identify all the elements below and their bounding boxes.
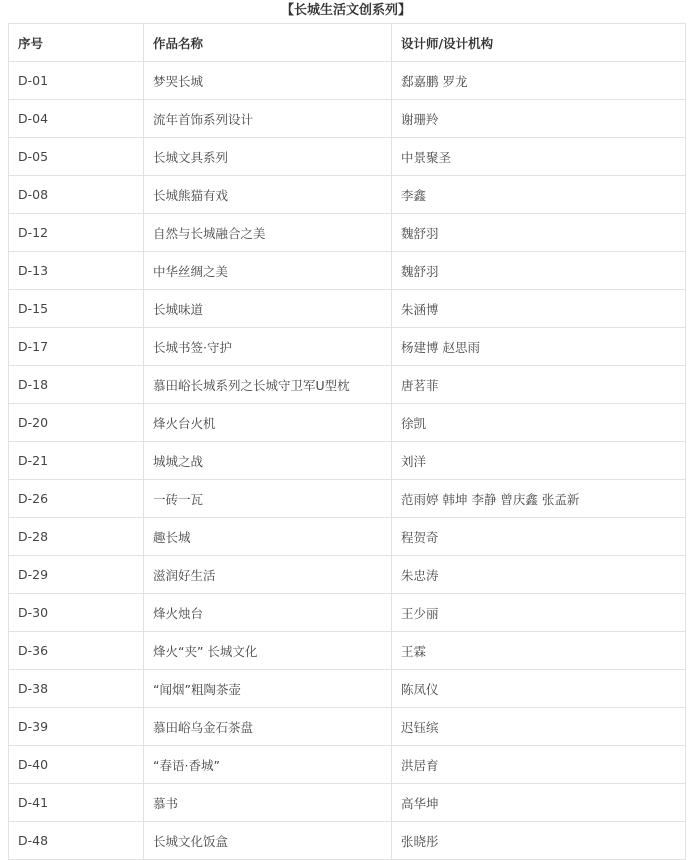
designer-cell: 迟钰缤 [392, 708, 686, 746]
work-title-cell: 中华丝绸之美 [144, 252, 392, 290]
header-designer: 设计师/设计机构 [392, 24, 686, 62]
work-title-cell: 滋润好生活 [144, 556, 392, 594]
serial-number-cell: D-38 [9, 670, 144, 708]
serial-number-cell: D-48 [9, 822, 144, 860]
table-row [9, 138, 686, 176]
designer-cell: 朱忠涛 [392, 556, 686, 594]
work-title-cell: 慕书 [144, 784, 392, 822]
table-row [9, 366, 686, 404]
work-title-cell: 烽火台火机 [144, 404, 392, 442]
serial-number-cell: D-20 [9, 404, 144, 442]
serial-number-cell: D-30 [9, 594, 144, 632]
designer-cell: 高华坤 [392, 784, 686, 822]
work-title-cell: 流年首饰系列设计 [144, 100, 392, 138]
table-row [9, 100, 686, 138]
table-row [9, 518, 686, 556]
serial-number-cell: D-36 [9, 632, 144, 670]
serial-number-cell: D-01 [9, 62, 144, 100]
table-body [9, 62, 686, 860]
work-title-cell: 长城文具系列 [144, 138, 392, 176]
work-title-cell: 长城书签·守护 [144, 328, 392, 366]
designer-cell: 洪居育 [392, 746, 686, 784]
table-row [9, 404, 686, 442]
table-row [9, 252, 686, 290]
serial-number-cell: D-04 [9, 100, 144, 138]
table-row [9, 480, 686, 518]
work-title-cell: 梦哭长城 [144, 62, 392, 100]
work-title-cell: 慕田峪乌金石茶盘 [144, 708, 392, 746]
table-row [9, 746, 686, 784]
serial-number-cell: D-21 [9, 442, 144, 480]
serial-number-cell: D-12 [9, 214, 144, 252]
designer-cell: 杨建博 赵思雨 [392, 328, 686, 366]
designer-cell: 中景聚圣 [392, 138, 686, 176]
table-row [9, 556, 686, 594]
work-title-cell: 长城文化饭盒 [144, 822, 392, 860]
work-title-cell: “闻烟”粗陶茶壶 [144, 670, 392, 708]
designer-cell: 张晓彤 [392, 822, 686, 860]
table-row [9, 442, 686, 480]
serial-number-cell: D-08 [9, 176, 144, 214]
designer-cell: 郄嘉鹏 罗龙 [392, 62, 686, 100]
header-serial-number: 序号 [9, 24, 144, 62]
designer-cell: 陈凤仪 [392, 670, 686, 708]
designer-cell: 魏舒羽 [392, 252, 686, 290]
table-row [9, 290, 686, 328]
serial-number-cell: D-40 [9, 746, 144, 784]
table-caption: 【长城生活文创系列】 [280, 3, 411, 18]
table-row [9, 594, 686, 632]
serial-number-cell: D-18 [9, 366, 144, 404]
designer-cell: 王少丽 [392, 594, 686, 632]
serial-number-cell: D-15 [9, 290, 144, 328]
designer-cell: 王霖 [392, 632, 686, 670]
designer-cell: 程贺奇 [392, 518, 686, 556]
header-work-title: 作品名称 [144, 24, 392, 62]
table-row [9, 784, 686, 822]
table-row [9, 670, 686, 708]
table-row [9, 822, 686, 860]
designer-cell: 朱涵博 [392, 290, 686, 328]
work-title-cell: 烽火烛台 [144, 594, 392, 632]
work-title-cell: 城城之战 [144, 442, 392, 480]
designer-cell: 刘洋 [392, 442, 686, 480]
work-title-cell: 长城味道 [144, 290, 392, 328]
table-row [9, 632, 686, 670]
serial-number-cell: D-13 [9, 252, 144, 290]
designer-cell: 唐茗菲 [392, 366, 686, 404]
table-row [9, 214, 686, 252]
works-table [8, 23, 686, 860]
designer-cell: 李鑫 [392, 176, 686, 214]
work-title-cell: 自然与长城融合之美 [144, 214, 392, 252]
work-title-cell: 趣长城 [144, 518, 392, 556]
work-title-cell: 一砖一瓦 [144, 480, 392, 518]
designer-cell: 魏舒羽 [392, 214, 686, 252]
designer-cell: 谢珊羚 [392, 100, 686, 138]
work-title-cell: 慕田峪长城系列之长城守卫军U型枕 [144, 366, 392, 404]
designer-cell: 范雨婷 韩坤 李静 曾庆鑫 张孟新 [392, 480, 686, 518]
serial-number-cell: D-28 [9, 518, 144, 556]
serial-number-cell: D-17 [9, 328, 144, 366]
table-row [9, 328, 686, 366]
serial-number-cell: D-26 [9, 480, 144, 518]
serial-number-cell: D-39 [9, 708, 144, 746]
table-row [9, 176, 686, 214]
work-title-cell: 长城熊猫有戏 [144, 176, 392, 214]
table-row [9, 62, 686, 100]
work-title-cell: “春语·香城” [144, 746, 392, 784]
designer-cell: 徐凯 [392, 404, 686, 442]
serial-number-cell: D-29 [9, 556, 144, 594]
table-header-row [9, 24, 686, 62]
work-title-cell: 烽火“夹” 长城文化 [144, 632, 392, 670]
serial-number-cell: D-41 [9, 784, 144, 822]
table-row [9, 708, 686, 746]
serial-number-cell: D-05 [9, 138, 144, 176]
